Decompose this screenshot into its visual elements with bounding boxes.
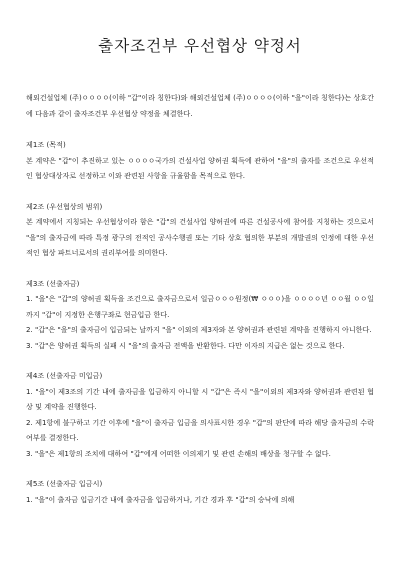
article-5	[26, 476, 374, 507]
article-heading: 제5조 (선출자금 입금시)	[26, 479, 103, 488]
article-clause: 1. "을"이 제3조의 기간 내에 출자금을 입금하지 아니할 시 "갑"은 즉시 "을"이외의 제3자와 양허권과 관련된 협상 및 계약을 진행한다.	[26, 386, 374, 411]
article-paragraph: 본 계약에서 지칭되는 우선협상이라 함은 "갑"의 건설사업 양허권에 따른 건설공사에 참여를 지칭하는 것으로서 "을"의 출자금에 따라 특정 광구의 전적인 공사수행권 또는 기타 상호 협의한 부분의 개발권의 인정에 대한 우선적인 협상 파트너로서의 권리부여를 의미한다.	[26, 217, 374, 257]
article-2	[26, 199, 374, 261]
article-clause: 1. "을"이 출자금 입금기간 내에 출자금을 입금하거나, 기간 경과 후 "갑"의 승낙에 의해	[26, 494, 295, 504]
article-4	[26, 368, 374, 461]
article-heading: 제3조 (선출자금)	[26, 278, 80, 288]
article-3	[26, 276, 374, 354]
article-clause: 2. "갑"은 "을"의 출자금이 입금되는 날까지 "을" 이외의 제3자와 본 양허권과 관련된 계약을 진행하지 아니한다.	[26, 325, 372, 334]
intro-paragraph: 해외건설업체 (주)ㅇㅇㅇㅇ(이하 "갑"이라 칭한다)와 해외건설업체 (주)ㅇㅇㅇㅇ(이하 "을"이라 칭한다)는 상호간에 다음과 같이 출자조건부 우선협상 약정을 체결한다.	[26, 93, 374, 118]
article-heading: 제4조 (선출자금 미입금)	[26, 371, 103, 380]
article-heading: 제1조 (목적)	[26, 140, 66, 149]
article-clause: 1. "을"은 "갑"의 양허권 획득을 조건으로 출자금으로서 일금ㅇㅇㅇ원정(₩ ㅇㅇㅇ)을 ㅇㅇㅇㅇ년 ㅇㅇ월 ㅇㅇ일까지 "갑"이 지정한 은행구좌로 현금입금 한다.	[26, 294, 374, 319]
article-clause: 2. 제1항에 불구하고 기간 이후에 "을"이 출자금 입금을 의사표시한 경우 "갑"의 판단에 따라 해당 출자금의 수락여부를 결정한다.	[26, 417, 374, 442]
article-1	[26, 137, 374, 184]
article-heading: 제2조 (우선협상의 범위)	[26, 201, 103, 211]
article-paragraph: 본 계약은 "갑"이 추진하고 있는 ㅇㅇㅇㅇ국가의 건설사업 양허권 획득에 관하여 "을"의 출자를 조건으로 우선적인 협상대상자로 선정하고 이와 관련된 사항을 규율함을 목적으로 한다.	[26, 155, 374, 180]
article-clause: 3. "갑"은 양허권 획득의 실패 시 "을"의 출자금 전액을 반환한다. 다만 이자의 지급은 없는 것으로 한다.	[26, 340, 345, 350]
document-title: 출자조건부 우선협상 약정서	[98, 37, 302, 55]
article-clause: 3. "을"은 제1항의 조치에 대하여 "갑"에게 어떠한 이의제기 및 관련 손해의 배상을 청구할 수 없다.	[26, 448, 331, 458]
